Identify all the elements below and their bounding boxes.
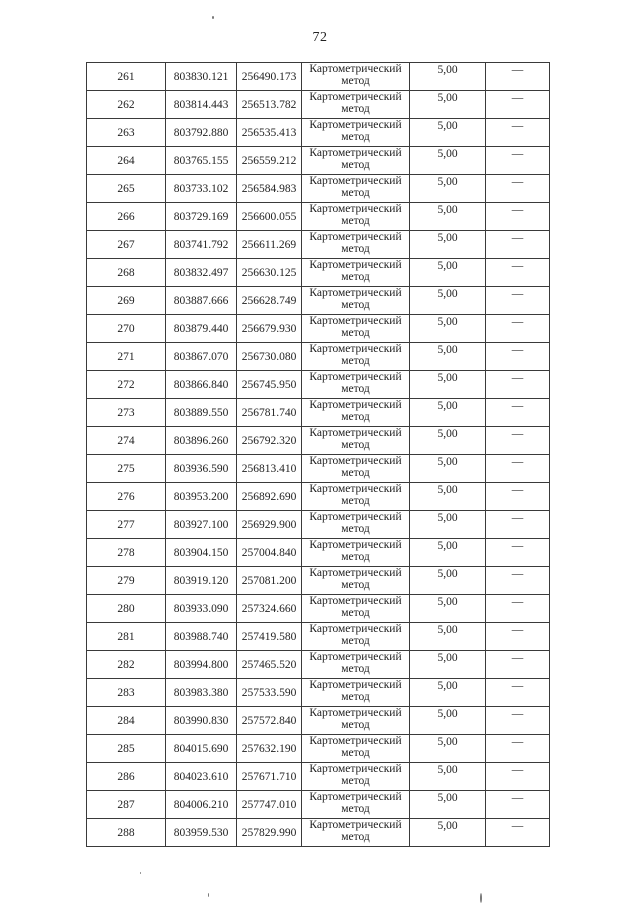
- coordinate-y-cell: 256535.413: [237, 119, 302, 147]
- coordinate-x-cell: 803994.800: [166, 651, 237, 679]
- method-cell: Картометрический метод: [302, 427, 410, 455]
- method-cell: Картометрический метод: [302, 595, 410, 623]
- coordinate-y-cell: 257572.840: [237, 707, 302, 735]
- point-number-cell: 266: [87, 203, 166, 231]
- coordinate-x-cell: 803889.550: [166, 399, 237, 427]
- precision-cell: 5,00: [410, 819, 486, 847]
- precision-cell: 5,00: [410, 763, 486, 791]
- table-row: [87, 791, 550, 819]
- coordinate-x-cell: 803792.880: [166, 119, 237, 147]
- method-cell: Картометрический метод: [302, 483, 410, 511]
- precision-cell: 5,00: [410, 679, 486, 707]
- coordinate-x-cell: 803765.155: [166, 147, 237, 175]
- table-row: [87, 567, 550, 595]
- method-cell: Картометрический метод: [302, 175, 410, 203]
- note-cell: —: [486, 315, 550, 343]
- method-cell: Картометрический метод: [302, 259, 410, 287]
- coordinate-y-cell: 256490.173: [237, 63, 302, 91]
- coordinate-x-cell: 803983.380: [166, 679, 237, 707]
- precision-cell: 5,00: [410, 147, 486, 175]
- table-row: [87, 483, 550, 511]
- coordinate-x-cell: 803879.440: [166, 315, 237, 343]
- point-number-cell: 267: [87, 231, 166, 259]
- precision-cell: 5,00: [410, 399, 486, 427]
- table-row: [87, 707, 550, 735]
- coordinate-x-cell: 804023.610: [166, 763, 237, 791]
- point-number-cell: 280: [87, 595, 166, 623]
- coordinate-y-cell: 256559.212: [237, 147, 302, 175]
- note-cell: —: [486, 119, 550, 147]
- method-cell: Картометрический метод: [302, 91, 410, 119]
- point-number-cell: 279: [87, 567, 166, 595]
- coordinate-x-cell: 803729.169: [166, 203, 237, 231]
- point-number-cell: 288: [87, 819, 166, 847]
- page-number: 72: [312, 30, 328, 45]
- table-row: [87, 63, 550, 91]
- method-cell: Картометрический метод: [302, 707, 410, 735]
- point-number-cell: 286: [87, 763, 166, 791]
- method-cell: Картометрический метод: [302, 203, 410, 231]
- coordinate-y-cell: 256929.900: [237, 511, 302, 539]
- scan-speck: [140, 872, 141, 874]
- coordinate-y-cell: 256679.930: [237, 315, 302, 343]
- coordinate-x-cell: 803959.530: [166, 819, 237, 847]
- note-cell: —: [486, 651, 550, 679]
- precision-cell: 5,00: [410, 175, 486, 203]
- note-cell: —: [486, 371, 550, 399]
- note-cell: —: [486, 539, 550, 567]
- method-cell: Картометрический метод: [302, 791, 410, 819]
- table-row: [87, 511, 550, 539]
- precision-cell: 5,00: [410, 651, 486, 679]
- scan-speck: [480, 893, 482, 903]
- coordinate-y-cell: 257081.200: [237, 567, 302, 595]
- method-cell: Картометрический метод: [302, 623, 410, 651]
- coordinate-y-cell: 257419.580: [237, 623, 302, 651]
- precision-cell: 5,00: [410, 735, 486, 763]
- note-cell: —: [486, 567, 550, 595]
- note-cell: —: [486, 455, 550, 483]
- method-cell: Картометрический метод: [302, 511, 410, 539]
- coordinate-y-cell: 256730.080: [237, 343, 302, 371]
- method-cell: Картометрический метод: [302, 399, 410, 427]
- note-cell: —: [486, 175, 550, 203]
- coordinate-x-cell: 803832.497: [166, 259, 237, 287]
- table-row: [87, 819, 550, 847]
- precision-cell: 5,00: [410, 371, 486, 399]
- table-row: [87, 91, 550, 119]
- coordinate-y-cell: 256781.740: [237, 399, 302, 427]
- point-number-cell: 278: [87, 539, 166, 567]
- precision-cell: 5,00: [410, 707, 486, 735]
- method-cell: Картометрический метод: [302, 455, 410, 483]
- coordinate-y-cell: 256892.690: [237, 483, 302, 511]
- table-row: [87, 315, 550, 343]
- method-cell: Картометрический метод: [302, 119, 410, 147]
- table-row: [87, 147, 550, 175]
- precision-cell: 5,00: [410, 91, 486, 119]
- coordinate-y-cell: 257324.660: [237, 595, 302, 623]
- method-cell: Картометрический метод: [302, 539, 410, 567]
- coordinate-y-cell: 256792.320: [237, 427, 302, 455]
- point-number-cell: 281: [87, 623, 166, 651]
- point-number-cell: 269: [87, 287, 166, 315]
- note-cell: —: [486, 91, 550, 119]
- coordinate-x-cell: 803927.100: [166, 511, 237, 539]
- table-row: [87, 343, 550, 371]
- method-cell: Картометрический метод: [302, 315, 410, 343]
- coordinate-y-cell: 256630.125: [237, 259, 302, 287]
- precision-cell: 5,00: [410, 567, 486, 595]
- coordinate-x-cell: 803953.200: [166, 483, 237, 511]
- point-number-cell: 273: [87, 399, 166, 427]
- coordinate-x-cell: 803990.830: [166, 707, 237, 735]
- coordinate-x-cell: 803814.443: [166, 91, 237, 119]
- table-row: [87, 763, 550, 791]
- coordinate-y-cell: 256611.269: [237, 231, 302, 259]
- table-row: [87, 595, 550, 623]
- method-cell: Картометрический метод: [302, 679, 410, 707]
- method-cell: Картометрический метод: [302, 63, 410, 91]
- note-cell: —: [486, 259, 550, 287]
- method-cell: Картометрический метод: [302, 735, 410, 763]
- note-cell: —: [486, 231, 550, 259]
- coordinate-y-cell: 257747.010: [237, 791, 302, 819]
- point-number-cell: 284: [87, 707, 166, 735]
- point-number-cell: 264: [87, 147, 166, 175]
- point-number-cell: 285: [87, 735, 166, 763]
- coordinates-table: [86, 62, 550, 847]
- table-row: [87, 539, 550, 567]
- coordinate-x-cell: 803933.090: [166, 595, 237, 623]
- note-cell: —: [486, 819, 550, 847]
- point-number-cell: 270: [87, 315, 166, 343]
- note-cell: —: [486, 511, 550, 539]
- coordinate-x-cell: 803830.121: [166, 63, 237, 91]
- precision-cell: 5,00: [410, 203, 486, 231]
- point-number-cell: 275: [87, 455, 166, 483]
- point-number-cell: 277: [87, 511, 166, 539]
- scan-speck: [212, 16, 214, 19]
- coordinate-x-cell: 804006.210: [166, 791, 237, 819]
- precision-cell: 5,00: [410, 595, 486, 623]
- coordinate-x-cell: 803887.666: [166, 287, 237, 315]
- method-cell: Картометрический метод: [302, 231, 410, 259]
- coordinate-x-cell: 803866.840: [166, 371, 237, 399]
- method-cell: Картометрический метод: [302, 287, 410, 315]
- coordinate-y-cell: 257671.710: [237, 763, 302, 791]
- note-cell: —: [486, 595, 550, 623]
- precision-cell: 5,00: [410, 343, 486, 371]
- precision-cell: 5,00: [410, 623, 486, 651]
- note-cell: —: [486, 287, 550, 315]
- precision-cell: 5,00: [410, 231, 486, 259]
- coordinate-y-cell: 256600.055: [237, 203, 302, 231]
- method-cell: Картометрический метод: [302, 147, 410, 175]
- precision-cell: 5,00: [410, 119, 486, 147]
- coordinate-x-cell: 803867.070: [166, 343, 237, 371]
- scan-speck: [208, 893, 209, 897]
- precision-cell: 5,00: [410, 427, 486, 455]
- table-row: [87, 203, 550, 231]
- coordinate-y-cell: 256513.782: [237, 91, 302, 119]
- method-cell: Картометрический метод: [302, 651, 410, 679]
- table-row: [87, 651, 550, 679]
- precision-cell: 5,00: [410, 511, 486, 539]
- point-number-cell: 261: [87, 63, 166, 91]
- precision-cell: 5,00: [410, 539, 486, 567]
- table-row: [87, 623, 550, 651]
- point-number-cell: 262: [87, 91, 166, 119]
- table-row: [87, 427, 550, 455]
- point-number-cell: 271: [87, 343, 166, 371]
- coordinate-y-cell: 256584.983: [237, 175, 302, 203]
- coordinate-y-cell: 257465.520: [237, 651, 302, 679]
- precision-cell: 5,00: [410, 455, 486, 483]
- method-cell: Картометрический метод: [302, 819, 410, 847]
- coordinate-x-cell: 803896.260: [166, 427, 237, 455]
- note-cell: —: [486, 735, 550, 763]
- table-row: [87, 399, 550, 427]
- note-cell: —: [486, 483, 550, 511]
- point-number-cell: 265: [87, 175, 166, 203]
- note-cell: —: [486, 791, 550, 819]
- note-cell: —: [486, 707, 550, 735]
- coordinate-x-cell: 803904.150: [166, 539, 237, 567]
- note-cell: —: [486, 147, 550, 175]
- point-number-cell: 276: [87, 483, 166, 511]
- coordinates-table-body: [87, 63, 550, 847]
- note-cell: —: [486, 63, 550, 91]
- precision-cell: 5,00: [410, 259, 486, 287]
- point-number-cell: 287: [87, 791, 166, 819]
- point-number-cell: 282: [87, 651, 166, 679]
- note-cell: —: [486, 399, 550, 427]
- coordinate-x-cell: 804015.690: [166, 735, 237, 763]
- coordinate-y-cell: 256745.950: [237, 371, 302, 399]
- coordinate-x-cell: 803741.792: [166, 231, 237, 259]
- point-number-cell: 268: [87, 259, 166, 287]
- point-number-cell: 272: [87, 371, 166, 399]
- note-cell: —: [486, 203, 550, 231]
- method-cell: Картометрический метод: [302, 567, 410, 595]
- point-number-cell: 263: [87, 119, 166, 147]
- note-cell: —: [486, 343, 550, 371]
- precision-cell: 5,00: [410, 315, 486, 343]
- table-row: [87, 455, 550, 483]
- point-number-cell: 274: [87, 427, 166, 455]
- table-row: [87, 175, 550, 203]
- coordinate-y-cell: 257533.590: [237, 679, 302, 707]
- coordinate-y-cell: 256813.410: [237, 455, 302, 483]
- table-row: [87, 231, 550, 259]
- table-row: [87, 679, 550, 707]
- coordinate-y-cell: 257632.190: [237, 735, 302, 763]
- precision-cell: 5,00: [410, 287, 486, 315]
- table-row: [87, 259, 550, 287]
- coordinate-x-cell: 803733.102: [166, 175, 237, 203]
- precision-cell: 5,00: [410, 483, 486, 511]
- note-cell: —: [486, 427, 550, 455]
- coordinate-y-cell: 257829.990: [237, 819, 302, 847]
- method-cell: Картометрический метод: [302, 371, 410, 399]
- table-row: [87, 287, 550, 315]
- table-row: [87, 119, 550, 147]
- method-cell: Картометрический метод: [302, 343, 410, 371]
- table-row: [87, 371, 550, 399]
- coordinate-x-cell: 803988.740: [166, 623, 237, 651]
- coordinate-y-cell: 256628.749: [237, 287, 302, 315]
- method-cell: Картометрический метод: [302, 763, 410, 791]
- note-cell: —: [486, 679, 550, 707]
- coordinate-x-cell: 803936.590: [166, 455, 237, 483]
- note-cell: —: [486, 623, 550, 651]
- table-row: [87, 735, 550, 763]
- note-cell: —: [486, 763, 550, 791]
- point-number-cell: 283: [87, 679, 166, 707]
- coordinate-x-cell: 803919.120: [166, 567, 237, 595]
- precision-cell: 5,00: [410, 63, 486, 91]
- coordinate-y-cell: 257004.840: [237, 539, 302, 567]
- precision-cell: 5,00: [410, 791, 486, 819]
